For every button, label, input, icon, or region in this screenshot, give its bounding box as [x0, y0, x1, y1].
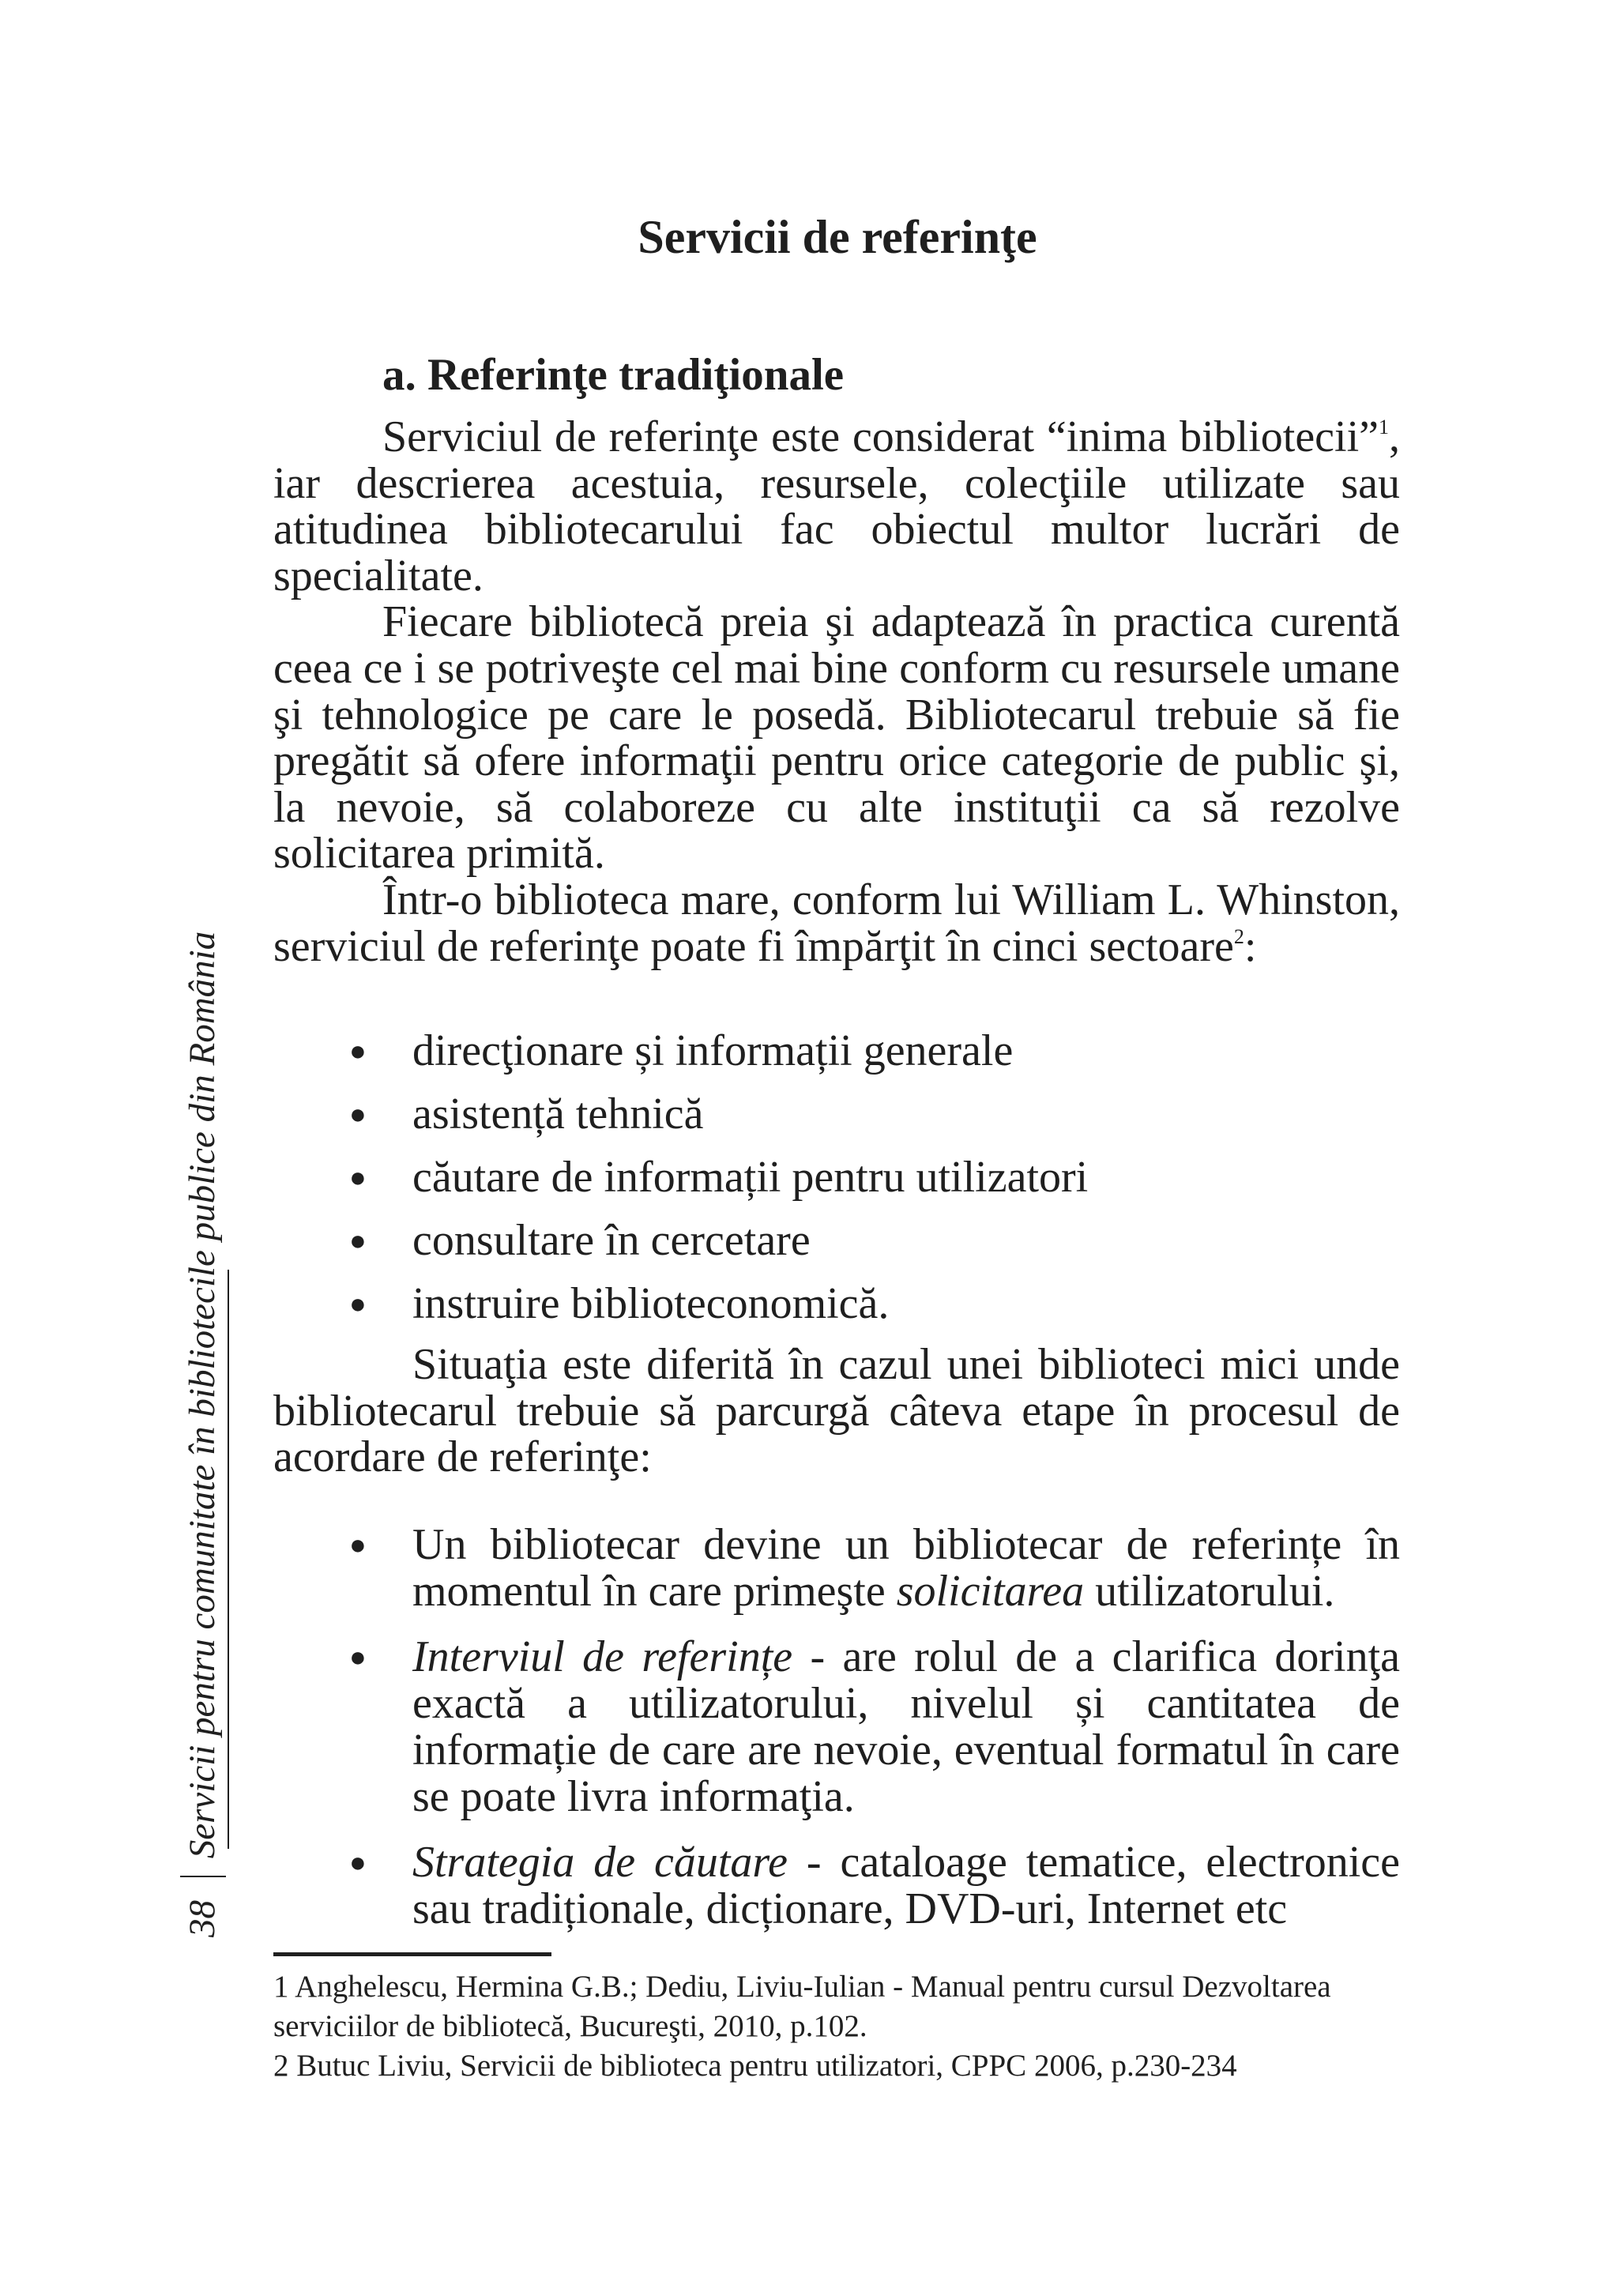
paragraph-4: Situaţia este diferită în cazul unei biblioteci mici unde bibliotecarul trebuie să parcurgă câteva etape în procesul de acordare de referinţe: — [273, 1340, 1400, 1482]
page-number-separator — [180, 1876, 226, 1877]
bullet-icon: ● — [349, 1225, 367, 1256]
page-number: 38 — [182, 1900, 223, 1937]
step-emphasis: Interviul de referințe — [412, 1632, 793, 1681]
paragraph-3-rest: : — [1244, 921, 1257, 971]
footnotes — [273, 1967, 1379, 2086]
bullet-icon: ● — [349, 1035, 367, 1067]
list-item-text: căutare de informații pentru utilizatori — [412, 1153, 1089, 1202]
section-heading: a. Referinţe tradiţionale — [382, 350, 845, 400]
bullet-icon: ● — [349, 1529, 367, 1560]
paragraph-1 — [273, 414, 1400, 599]
running-title: Servicii pentru comunitate în bibliotecile publice din România — [182, 931, 223, 1859]
list-item-text: consultare în cercetare — [412, 1216, 811, 1265]
list-item — [273, 1634, 1400, 1820]
footnote-divider — [273, 1952, 551, 1956]
list-item-text: instruire biblioteconomică. — [412, 1279, 890, 1328]
list-item — [273, 1214, 1400, 1277]
list-item-text: direcţionare și informații generale — [412, 1026, 1014, 1075]
intro-paragraphs — [273, 414, 1400, 969]
sectors-list — [273, 1024, 1400, 1340]
footnote-ref-1: 1 — [1379, 416, 1389, 438]
list-item — [273, 1522, 1400, 1615]
list-item — [273, 1839, 1400, 1933]
list-item — [273, 1150, 1400, 1214]
running-header-vertical — [179, 831, 234, 1937]
running-title-rule — [228, 1270, 229, 1849]
paragraph-3-text: Într-o biblioteca mare, conform lui William L. Whinston, serviciul de referinţe poate fi împărţit în cinci sectoare — [273, 875, 1400, 971]
bullet-icon: ● — [349, 1098, 367, 1130]
step-emphasis: solicitarea — [896, 1567, 1085, 1616]
bullet-icon: ● — [349, 1641, 367, 1673]
bullet-icon: ● — [349, 1161, 367, 1193]
step-text-after: - cataloage tematice, electronice sau tradiționale, dicționare, DVD-uri, Internet etc — [412, 1838, 1400, 1933]
step-emphasis: Strategia de căutare — [412, 1838, 788, 1887]
paragraph-1-rest: , iar descrierea acestuia, resursele, colecţiile utilizate sau atitudinea bibliotecarului fac obiectul multor lucrări de specialitate. — [273, 412, 1400, 600]
step-text-after: utilizatorului. — [1084, 1567, 1335, 1616]
footnote-2: 2 Butuc Liviu, Servicii de biblioteca pentru utilizatori, CPPC 2006, p.230-234 — [273, 2049, 1237, 2083]
list-item-text: asistență tehnică — [412, 1090, 704, 1139]
paragraph-1-text: Serviciul de referinţe este considerat “inima bibliotecii” — [382, 412, 1379, 461]
list-item — [273, 1277, 1400, 1340]
footnote-ref-2: 2 — [1233, 924, 1244, 948]
bullet-icon: ● — [349, 1846, 367, 1878]
small-library-paragraph — [273, 1342, 1400, 1481]
list-item — [273, 1087, 1400, 1150]
step-text-after: - are rolul de a clarifica dorinţa exactă a utilizatorului, nivelul și cantitatea de informație de care are nevoie, eventual formatul în care se poate livra informaţia. — [412, 1632, 1401, 1821]
steps-list — [273, 1522, 1400, 1952]
footnote-1: 1 Anghelescu, Hermina G.B.; Dediu, Liviu-Iulian - Manual pentru cursul Dezvoltarea serviciilor de bibliotecă, Bucureşti, 2010, p.102. — [273, 1970, 1331, 2043]
list-item — [273, 1024, 1400, 1087]
step-text: Un bibliotecar devine un bibliotecar de referințe în momentul în care primeşte — [412, 1520, 1400, 1616]
bullet-icon: ● — [349, 1288, 367, 1319]
paragraph-3 — [273, 877, 1400, 969]
page-title: Servicii de referinţe — [638, 211, 1037, 263]
paragraph-2: Fiecare bibliotecă preia şi adaptează în practica curentă ceea ce i se potriveşte cel mai bine conform cu resursele umane şi tehnologice pe care le posedă. Bibliotecarul trebuie să fie pregătit să ofere informaţii pentru orice categorie de public şi, la nevoie, să colaboreze cu alte instituţii ca să rezolve solicitarea primită. — [273, 597, 1400, 879]
